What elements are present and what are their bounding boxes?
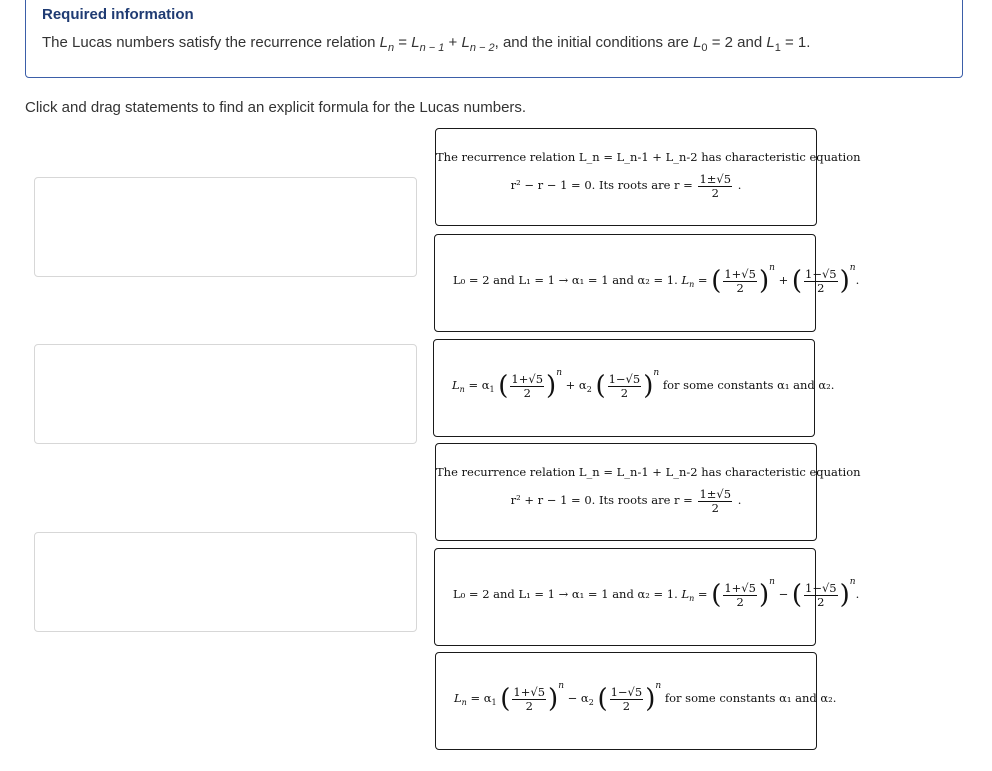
statement-card-4[interactable] — [435, 443, 861, 541]
statement-text: The recurrence relation L_n = L_n-1 + L_n-2 has characteristic equation — [436, 150, 861, 164]
required-information-title: Required information — [42, 6, 194, 23]
statement-formula: L₀ = 2 and L₁ = 1 → α₁ = 1 and α₂ = 1. $L_n$ = ( $\frac{1+√5}{2}$ )$^n$ − ( $\frac{1-√5}{2}$ )$^n$. — [453, 577, 860, 610]
statement-card-5[interactable] — [434, 548, 860, 646]
statement-formula: $L_n = \alpha_1$ ( $\frac{1+√5}{2}$ )$^n - \alpha_2$ ( $\frac{1-√5}{2}$ )$^n$ for some constants α₁ and α₂. — [454, 681, 837, 714]
statement-card-2[interactable] — [434, 234, 860, 332]
statement-formula: L₀ = 2 and L₁ = 1 → α₁ = 1 and α₂ = 1. $L_n$ = ( $\frac{1+√5}{2}$ )$^n$ + ( $\frac{1-√5}{2}$ )$^n$. — [453, 263, 860, 296]
statement-card-6[interactable] — [435, 652, 837, 750]
statement-card-1[interactable] — [435, 128, 861, 226]
fraction: $\frac{1\pm√5}{2}$ — [699, 487, 732, 515]
instruction-text: Click and drag statements to find an explicit formula for the Lucas numbers. — [25, 99, 527, 116]
statement-formula: $L_n = \alpha_1$ ( $\frac{1+√5}{2}$ )$^n + \alpha_2$ ( $\frac{1-√5}{2}$ )$^n$ for some constants α₁ and α₂. — [452, 368, 835, 401]
statement-text: The recurrence relation L_n = L_n-1 + L_n-2 has characteristic equation — [436, 465, 861, 479]
statement-roots: r² − r − 1 = 0. Its roots are r = $\frac{1\pm√5}{2}$ . — [510, 172, 742, 200]
statement-roots: r² + r − 1 = 0. Its roots are r = $\frac{1\pm√5}{2}$ . — [510, 487, 742, 515]
drop-zone-1[interactable] — [34, 177, 417, 277]
drop-zone-3[interactable] — [34, 532, 417, 632]
problem-statement: The Lucas numbers satisfy the recurrence relation $L_n = L_{n - 1} + L_{n - 2}$, and the initial conditions are $L_0 = 2$ and $L_1 = 1$. — [42, 34, 811, 54]
statement-card-3[interactable] — [433, 339, 835, 437]
drop-zone-2[interactable] — [34, 344, 417, 444]
fraction: $\frac{1\pm√5}{2}$ — [699, 172, 732, 200]
